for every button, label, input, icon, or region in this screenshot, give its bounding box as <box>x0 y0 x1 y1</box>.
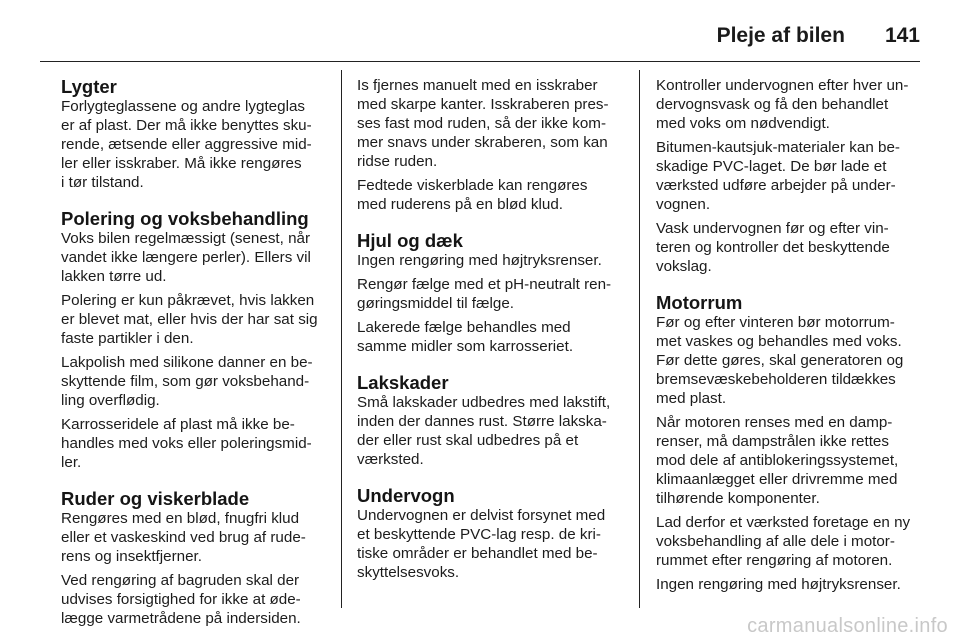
section-heading: Ruder og viskerblade <box>61 488 250 509</box>
paragraph <box>357 251 619 270</box>
text-line: med skarpe kanter. Isskraberen pres- <box>357 96 609 113</box>
text-line: Små lakskader udbedres med lakstift, <box>357 394 611 411</box>
text-line: rende, ætsende eller aggressive mid- <box>61 136 312 153</box>
paragraph <box>357 393 619 469</box>
text-line: mod dele af antiblokeringssystemet, <box>656 452 899 469</box>
text-line: bremsevæskebeholderen tildækkes <box>656 371 896 388</box>
text-line: i tør tilstand. <box>61 174 144 191</box>
text-column-2 <box>357 76 619 587</box>
text-line: inden der dannes rust. Større lakskа- <box>357 413 607 430</box>
section-heading: Motorrum <box>656 292 743 313</box>
text-line: Kontroller undervognen efter hver un- <box>656 77 909 94</box>
text-line: der eller rust skal udbedres på et <box>357 432 579 449</box>
text-line: med plast. <box>656 390 727 407</box>
text-line: udvises forsigtighed for ikke at øde- <box>61 591 301 608</box>
text-line: Voks bilen regelmæssigt (senest, når <box>61 230 311 247</box>
text-line: Når motoren renses med en damp- <box>656 414 893 431</box>
text-line: vokslag. <box>656 258 712 275</box>
text-line: Undervognen er delvist forsynet med <box>357 507 606 524</box>
text-line: et beskyttende PVC-lag resp. de kri- <box>357 526 601 543</box>
text-line: med ruderens på en blød klud. <box>357 196 563 213</box>
text-line: ling overflødig. <box>61 392 160 409</box>
paragraph <box>357 76 619 171</box>
text-line: vognen. <box>656 196 711 213</box>
text-line: Ingen rengøring med højtryksrenser. <box>656 576 901 593</box>
text-line: dervognsvask og få den behandlet <box>656 96 889 113</box>
text-line: voksbehandling af alle dele i motor- <box>656 533 895 550</box>
text-line: teren og kontroller det beskyttende <box>656 239 890 256</box>
text-line: ses fast mod ruden, så der ikke kom- <box>357 115 607 132</box>
header-rule <box>40 61 920 62</box>
text-line: Fedtede viskerblade kan rengøres <box>357 177 588 194</box>
text-line: Ved rengøring af bagruden skal der <box>61 572 300 589</box>
text-line: Ingen rengøring med højtryksrenser. <box>357 252 602 269</box>
text-line: med voks om nødvendigt. <box>656 115 830 132</box>
paragraph <box>656 513 918 570</box>
text-line: met vaskes og behandles med voks. <box>656 333 902 350</box>
text-column-1 <box>61 76 323 633</box>
paragraph <box>61 415 323 472</box>
paragraph <box>61 229 323 286</box>
text-line: Rengør fælge med et pH-neutralt ren- <box>357 276 612 293</box>
paragraph <box>61 353 323 410</box>
column-divider <box>639 70 640 608</box>
page-title: Pleje af bilen <box>716 24 845 47</box>
watermark: carmanualsonline.info <box>747 615 948 637</box>
section-heading: Lygter <box>61 76 117 97</box>
paragraph <box>357 176 619 214</box>
text-line: Forlygteglassene og andre lygteglas <box>61 98 305 115</box>
paragraph <box>61 291 323 348</box>
text-line: rummet efter rengøring af motoren. <box>656 552 893 569</box>
text-line: gøringsmiddel til fælge. <box>357 295 514 312</box>
text-line: samme midler som karrosseriet. <box>357 338 574 355</box>
paragraph <box>357 318 619 356</box>
text-line: Polering er kun påkrævet, hvis lakken <box>61 292 315 309</box>
text-line: renser, må dampstrålen ikke rettes <box>656 433 889 450</box>
text-line: Før og efter vinteren bør motorrum- <box>656 314 895 331</box>
paragraph <box>656 313 918 408</box>
text-column-3 <box>656 76 918 599</box>
text-line: lakken tørre ud. <box>61 268 167 285</box>
text-line: Is fjernes manuelt med en isskraber <box>357 77 598 94</box>
text-line: rens og insektfjerner. <box>61 548 202 565</box>
paragraph <box>656 76 918 133</box>
text-line: tilhørende komponenter. <box>656 490 820 507</box>
paragraph <box>656 219 918 276</box>
paragraph <box>656 413 918 508</box>
paragraph <box>61 509 323 566</box>
text-line: Rengøres med en blød, fnugfri klud <box>61 510 300 527</box>
paragraph <box>61 97 323 192</box>
text-line: Lad derfor et værksted foretage en ny <box>656 514 911 531</box>
text-line: ler. <box>61 454 82 471</box>
page-number: 141 <box>884 24 920 47</box>
text-line: handles med voks eller poleringsmid- <box>61 435 312 452</box>
text-line: tiske områder er behandlet med be- <box>357 545 598 562</box>
section-heading: Lakskader <box>357 372 449 393</box>
text-line: klimaanlægget eller drivremme med <box>656 471 898 488</box>
text-line: værksted. <box>357 451 424 468</box>
paragraph <box>61 571 323 628</box>
text-line: skyttelsesvoks. <box>357 564 460 581</box>
text-line: Vask undervognen før og efter vin- <box>656 220 889 237</box>
text-line: mer snavs under skraberen, som kan <box>357 134 608 151</box>
section-heading: Polering og voksbehandling <box>61 208 309 229</box>
page-header <box>40 14 920 58</box>
text-line: skadige PVC-laget. De bør lade et <box>656 158 887 175</box>
text-line: Før dette gøres, skal generatoren og <box>656 352 904 369</box>
paragraph <box>357 275 619 313</box>
text-line: ler eller isskraber. Må ikke rengøres <box>61 155 302 172</box>
text-line: lægge varmetrådene på indersiden. <box>61 610 301 627</box>
paragraph <box>656 575 918 594</box>
text-line: Lakerede fælge behandles med <box>357 319 571 336</box>
text-line: eller et vaskeskind ved brug af rude- <box>61 529 306 546</box>
text-line: skyttende film, som gør voksbehand- <box>61 373 310 390</box>
text-line: ridse ruden. <box>357 153 438 170</box>
paragraph <box>357 506 619 582</box>
column-divider <box>341 70 342 608</box>
text-line: Bitumen-kautsjuk-materialer kan be- <box>656 139 900 156</box>
text-line: Karrosseridele af plast må ikke be- <box>61 416 295 433</box>
section-heading: Hjul og dæk <box>357 230 463 251</box>
text-line: værksted udføre arbejder på under- <box>656 177 896 194</box>
paragraph <box>656 138 918 214</box>
text-line: vandet ikke længere perler). Ellers vil <box>61 249 311 266</box>
text-line: er af plast. Der må ikke benyttes sku- <box>61 117 312 134</box>
section-heading: Undervogn <box>357 485 455 506</box>
text-line: Lakpolish med silikone danner en be- <box>61 354 313 371</box>
text-line: faste partikler i den. <box>61 330 194 347</box>
text-line: er blevet mat, eller hvis der har sat sig <box>61 311 318 328</box>
